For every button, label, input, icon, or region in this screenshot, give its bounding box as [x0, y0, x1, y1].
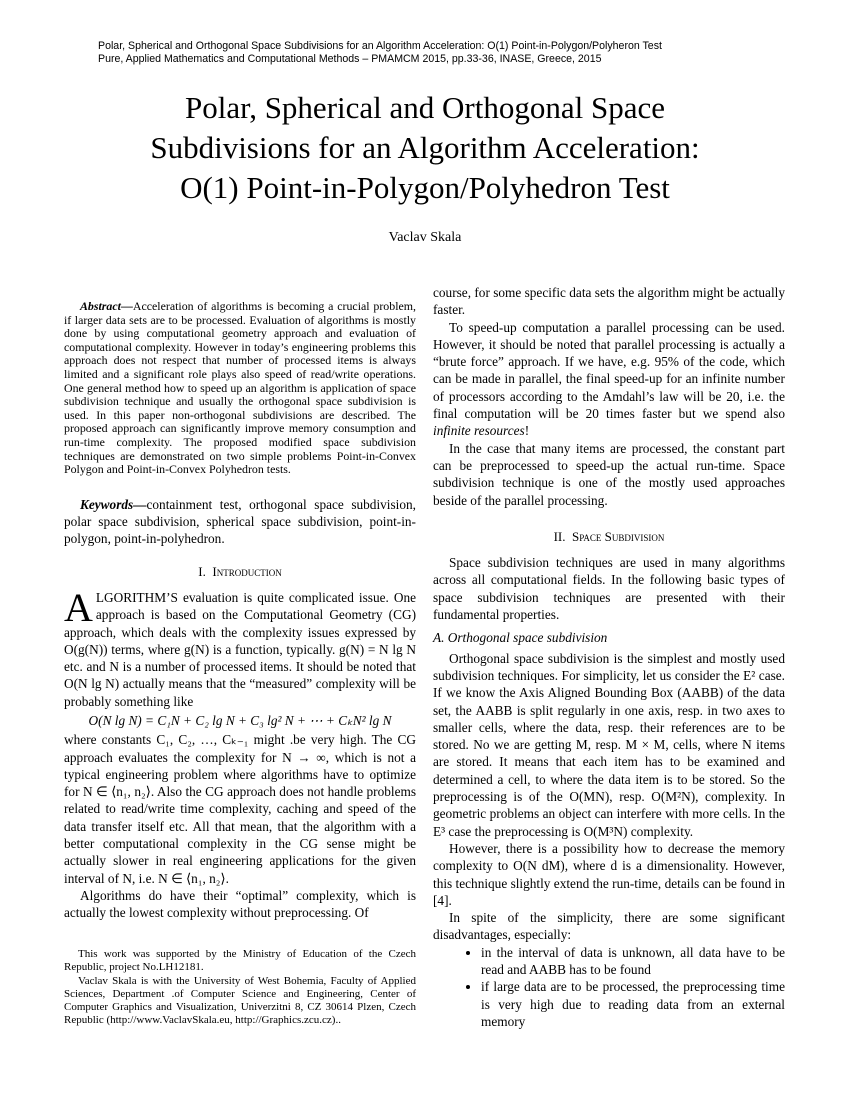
running-head-line-2: Pure, Applied Mathematics and Computational Methods – PMAMCM 2015, pp.33-36, INASE, Greece, 2015 [98, 53, 602, 65]
list-item: • in the interval of data is unknown, all data have to be read and AABB has to be found [481, 944, 785, 979]
paper-title [60, 88, 790, 208]
author: Vaclav Skala [388, 230, 462, 245]
abstract-label: Abstract— [80, 299, 133, 313]
title-line-3: O(1) Point-in-Polygon/Polyhedron Test [180, 170, 670, 205]
subsection-a-paragraph-1: Orthogonal space subdivision is the simplest and mostly used subdivision techniques. For simplicity, let us consider the E² case. If we know the Axis Aligned Bounding Box (AABB) of the data set, the AABB is split regularly in one axis, resp. in two axes to smaller cells, where the data, resp. their references are to be stored. No we are getting M, resp. M × M, cells, where N items are stored. It means that each item has to be examined and determined a cell, to where the data item is to be stored. So the preprocessing is of the O(MN), resp. O(M²N), complexity. In geometric problems an object can interfere with more cells. In the E³ case the preprocessing is O(M³N) complexity. [433, 650, 785, 839]
intro-paragraph-3: Algorithms do have their “optimal” complexity, which is actually the lowest complexity without preprocessing. Of [64, 887, 416, 921]
parallel-text-end: ! [524, 423, 530, 439]
section-2-heading [433, 528, 785, 545]
subsection-a-paragraph-2: However, there is a possibility how to decrease the memory complexity to O(N dM), where d is a dimensionality. However, this technique slightly extend the run-time, details can be found in [4]. [433, 840, 785, 908]
title-line-2: Subdivisions for an Algorithm Acceleration: [150, 130, 700, 165]
parallel-text: To speed-up computation a parallel processing can be used. However, it should be noted that parallel processing is actually a “brute force” approach. If we have, e.g. 95% of the code, which can be made in parallel, the final speed-up for an infinite number of processors according to the Amdahl’s law will be 20, i.e. the final computation will be 20 times faster but we spend also [433, 319, 785, 422]
section-1-number: I. [198, 563, 206, 579]
infinite-resources: infinite resources [433, 423, 525, 439]
right-paragraph-2 [433, 319, 785, 440]
intro-lead: LGORITHM’S [95, 589, 178, 605]
running-head-line-1: Polar, Spherical and Orthogonal Space Subdivisions for an Algorithm Acceleration: O(1) Point-in-Polygon/Polyheron Test [98, 40, 662, 52]
subsection-a-heading: A. Orthogonal space subdivision [433, 630, 608, 646]
right-column [433, 284, 785, 1030]
intro-text-1: evaluation is quite complicated issue. One approach is based on the Computational Geometry (CG) approach, which deals with the complexity issues expressed by O(g(N)) terms, where g(N) is a function, typically. g(N) = N lg N etc. and N is a number of processed items. It should be noted that O(N lg N) actually means that the “measured” complexity will be probably something like [64, 589, 417, 709]
footnote [64, 948, 416, 1028]
keywords-text: containment test, orthogonal space subdivision, polar space subdivision, spherical space subdivision, point-in-polygon, point-in-polyhedron. [64, 496, 416, 547]
abstract [64, 300, 416, 477]
running-head [98, 40, 758, 66]
intro-paragraph-1 [64, 584, 417, 710]
subsection-a-paragraph-3: In spite of the simplicity, there are some significant disadvantages, especially: [433, 910, 785, 943]
section-1-title: Introduction [212, 563, 282, 579]
section-2-number: II. [553, 528, 566, 544]
footnote-support: This work was supported by the Ministry of Education of the Czech Republic, project No.LH12181. [64, 948, 416, 974]
left-column [64, 300, 416, 922]
footnote-affiliation: Vaclav Skala is with the University of West Bohemia, Faculty of Applied Sciences, Department .of Computer Science and Engineering, Center of Computer Graphics and Visualization, Univerzitni 8, CZ 30614 Plzen, Czech Republic (http://www.VaclavSkala.eu, http://Graphics.zcu.cz).. [64, 974, 416, 1027]
disadvantages-list [433, 944, 785, 1030]
section-1-heading [64, 563, 416, 580]
section-2-paragraph-1: Space subdivision techniques are used in many algorithms across all computational fields. In the following basic types of space subdivision techniques are presented with their fundamental properties. [433, 555, 785, 623]
section-2-title: Space Subdivision [572, 528, 665, 544]
right-paragraph-3: In the case that many items are processed, the constant part can be preprocessed to speed-up the actual run-time. Space subdivision technique is one of the mostly used approaches beside of the parallel processing. [433, 440, 785, 508]
complexity-equation: O(N lg N) = C₁N + C₂ lg N + C₃ lg² N + ⋯ + CₖN² lg N [88, 712, 392, 728]
keywords-label: Keywords— [80, 496, 147, 512]
keywords [64, 496, 416, 548]
drop-cap: A [64, 584, 93, 630]
title-line-1: Polar, Spherical and Orthogonal Space [185, 90, 665, 125]
abstract-text: Acceleration of algorithms is becoming a crucial problem, if larger data sets are to be processed. Evaluation of algorithms is mostly done by using computational geometry approach and evaluation of computational complexity. However in today’s engineering problems this approach does not respect that number of processed items is always limited and a significant role plays also speed of read/write operations. One general method how to speed up an algorithm is application of space subdivision technique and usually the orthogonal space subdivision is used. In this paper non-orthogonal subdivisions are described. The proposed approach can significantly improve memory consumption and run-time complexity. The proposed modified space subdivision techniques are demonstrated on two simple problems Point-in-Convex Polygon and Point-in-Convex Polyhedron tests. [64, 299, 416, 477]
list-item: • if large data are to be processed, the preprocessing time is very high due to reading data from an external memory [481, 978, 785, 1030]
right-paragraph-1: course, for some specific data sets the algorithm might be actually faster. [433, 285, 785, 318]
intro-paragraph-2: where constants C₁, C₂, …, Cₖ₋₁ might .be very high. The CG approach evaluates the complexity for N → ∞, which is not a typical engineering problem where algorithms have to optimize for N ∈ ⟨n₁, n₂⟩. Also the CG approach does not handle problems related to read/write time complexity, caching and speed of the data transfer itself etc. All that mean, that the algorithm with a better computational complexity in the CG sense might be actually slower in real engineering applications for the given interval of N, i.e. N ∈ ⟨n₁, n₂⟩. [64, 732, 416, 886]
